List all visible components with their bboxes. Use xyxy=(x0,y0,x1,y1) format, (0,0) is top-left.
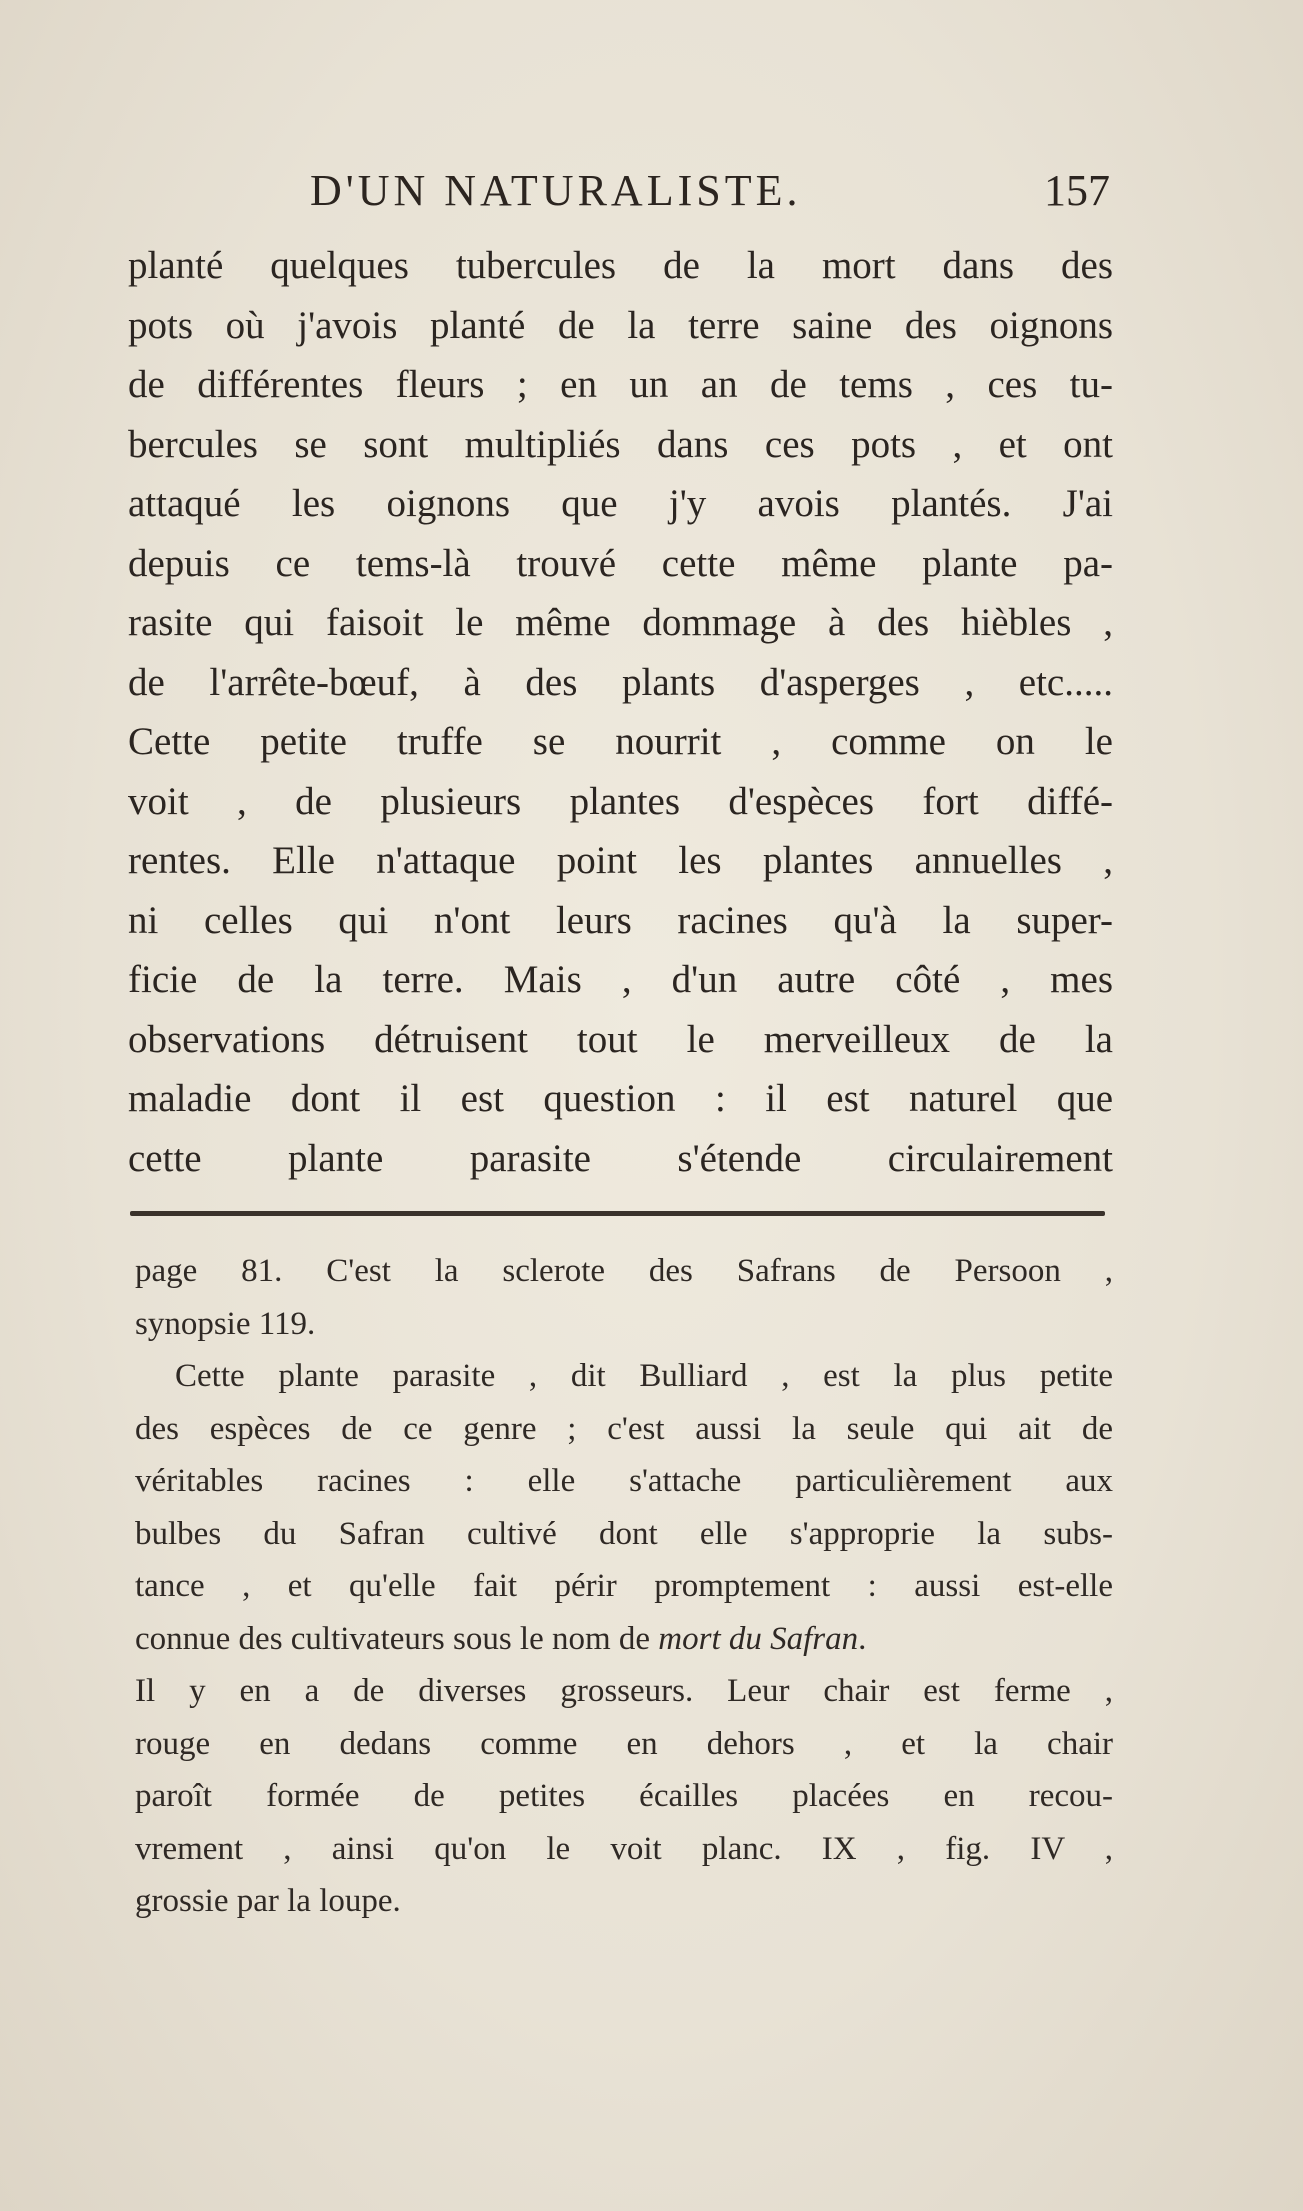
text-line: de différentes fleurs ; en un an de tems , ces tu- xyxy=(128,363,1113,406)
footnote-line: rouge en dedans comme en dehors , et la chair xyxy=(135,1725,1113,1762)
footnote-line: synopsie 119. xyxy=(135,1305,316,1342)
text-line: maladie dont il est question : il est naturel que xyxy=(128,1077,1113,1120)
text-line: voit , de plusieurs plantes d'espèces fort diffé- xyxy=(128,779,1113,823)
footnote-line: des espèces de ce genre ; c'est aussi la seule qui ait de xyxy=(135,1410,1113,1447)
footnote-line: tance , et qu'elle fait périr promptement : aussi est-elle xyxy=(135,1568,1113,1604)
footnote-line: page 81. C'est la sclerote des Safrans de Persoon , xyxy=(135,1253,1113,1289)
text-line: pots où j'avois planté de la terre saine des oignons xyxy=(128,303,1113,347)
running-title: D'UN NATURALISTE. xyxy=(310,166,802,215)
text-line: de l'arrête-bœuf, à des plants d'asperges , etc..... xyxy=(128,660,1113,704)
footnote-divider xyxy=(130,1211,1105,1216)
page-number: 157 xyxy=(1044,166,1110,215)
text-line: planté quelques tubercules de la mort dans des xyxy=(128,244,1113,287)
text-line: observations détruisent tout le merveilleux de la xyxy=(128,1017,1113,1061)
text-line: rasite qui faisoit le même dommage à des hièbles , xyxy=(128,601,1113,644)
text-line: cette plante parasite s'étende circulairement xyxy=(128,1136,1113,1180)
footnote-line: Il y en a de diverses grosseurs. Leur chair est ferme , xyxy=(135,1673,1113,1709)
text-line: attaqué les oignons que j'y avois plantés. J'ai xyxy=(128,482,1113,525)
text-line: depuis ce tems-là trouvé cette même plante pa- xyxy=(128,541,1113,585)
text-line: rentes. Elle n'attaque point les plantes annuelles , xyxy=(128,839,1113,882)
footnote-line: véritables racines : elle s'attache particulièrement aux xyxy=(135,1463,1113,1499)
text-line: bercules se sont multipliés dans ces pots , et ont xyxy=(128,422,1113,466)
page-header xyxy=(310,165,1130,225)
footnote-line xyxy=(135,1613,1113,1666)
footnote-text: . xyxy=(858,1620,867,1657)
footnote-line: bulbes du Safran cultivé dont elle s'approprie la subs- xyxy=(135,1515,1113,1552)
footnote-line: grossie par la loupe. xyxy=(135,1883,401,1919)
footnote-line: vrement , ainsi qu'on le voit planc. IX , fig. IV , xyxy=(135,1830,1113,1867)
footnote-text: connue des cultivateurs sous le nom de xyxy=(135,1620,659,1657)
main-text-body xyxy=(128,236,1113,1188)
footnote-line: Cette plante parasite , dit Bulliard , est la plus petite xyxy=(175,1358,1113,1394)
text-line: ni celles qui n'ont leurs racines qu'à la super- xyxy=(128,898,1113,942)
text-line: Cette petite truffe se nourrit , comme on le xyxy=(128,720,1113,763)
footnote-italic-text: mort du Safran xyxy=(658,1620,859,1657)
footnote-line: paroît formée de petites écailles placées en recou- xyxy=(135,1778,1113,1814)
footnote xyxy=(135,1245,1113,1928)
text-line: ficie de la terre. Mais , d'un autre côté , mes xyxy=(128,958,1113,1001)
